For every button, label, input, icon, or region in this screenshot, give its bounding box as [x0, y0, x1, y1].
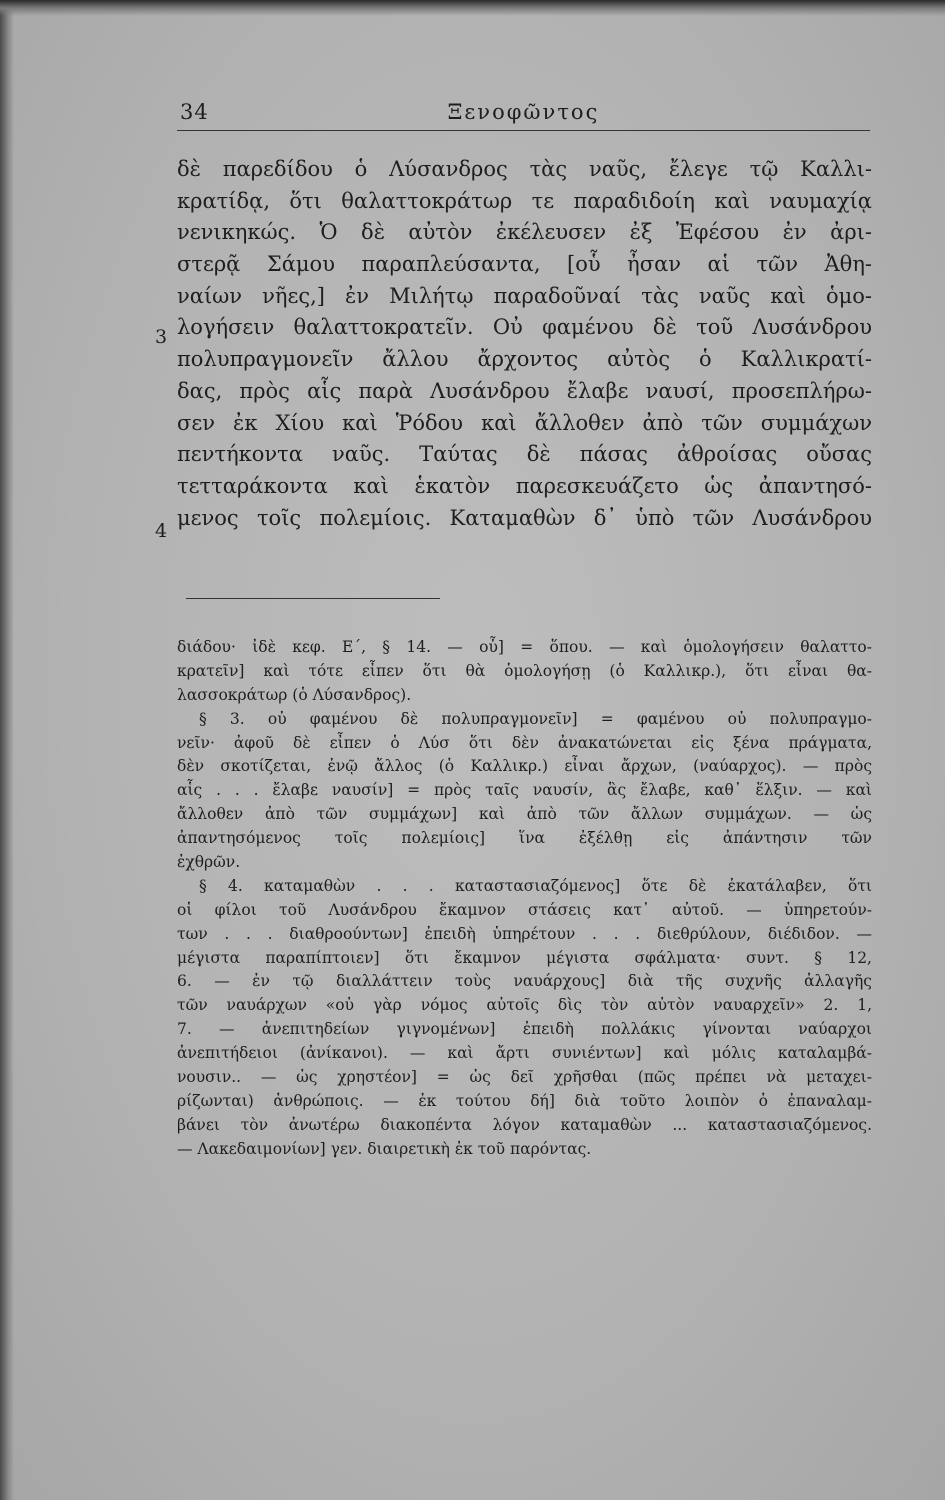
main-text-line: δας, πρὸς αἷς παρὰ Λυσάνδρου ἔλαβε ναυσί, προσεπλήρω- [177, 378, 872, 403]
main-text-line: πολυπραγμονεῖν ἄλλου ἄρχοντος αὐτὸς ὁ Καλλικρατί- [177, 347, 872, 372]
footnote-line: βάνει τὸν ἀνωτέρω διακοπέντα λόγον καταμαθὼν ... καταστασιαζόμενος. [177, 1115, 872, 1134]
footnote-line: αἷς . . . ἔλαβε ναυσίν] = πρὸς ταῖς ναυσίν, ἃς ἔλαβε, καθ᾽ ἕλξιν. — καὶ [177, 781, 872, 800]
footnote-line: τῶν ναυάρχων «οὐ γὰρ νόμος αὐτοῖς δὶς τὸν αὐτὸν ναυαρχεῖν» 2. 1, [177, 996, 872, 1015]
page-binding-shadow [0, 0, 14, 1500]
footnote-line: οἱ φίλοι τοῦ Λυσάνδρου ἔκαμνον στάσεις κατ᾽ αὐτοῦ. — ὑπηρετούν- [177, 900, 872, 919]
main-text-line: μενος τοῖς πολεμίοις. Καταμαθὼν δ᾽ ὑπὸ τῶν Λυσάνδρου [177, 505, 872, 530]
main-text-line: πεντήκοντα ναῦς. Ταύτας δὲ πάσας ἀθροίσας οὔσας [177, 442, 872, 467]
footnote-line: μέγιστα παραπίπτοιεν] ὅτι ἔκαμνον μέγιστα σφάλματα· συντ. § 12, [177, 948, 872, 967]
main-text-line: νενικηκώς. Ὁ δὲ αὐτὸν ἐκέλευσεν ἐξ Ἐφέσου ἐν ἀρι- [177, 220, 872, 245]
footnote-line: 7. — ἀνεπιτηδείων γιγνομένων] ἐπειδὴ πολλάκις γίνονται ναύαρχοι [177, 1020, 872, 1039]
main-text [177, 154, 872, 534]
footnote-line: § 3. οὐ φαμένου δὲ πολυπραγμονεῖν] = φαμένου οὐ πολυπραγμο- [199, 709, 872, 728]
footnote-line: λασσοκράτωρ (ὁ Λύσανδρος). [177, 685, 412, 704]
footnote-line: ἀνεπιτήδειοι (ἀνίκανοι). — καὶ ἄρτι συνιέντων] καὶ μόλις καταλαμβά- [177, 1044, 872, 1063]
footnote-line: ἐχθρῶν. [177, 853, 241, 872]
main-text-line: σεν ἐκ Χίου καὶ Ῥόδου καὶ ἄλλοθεν ἀπὸ τῶν συμμάχων [177, 410, 872, 435]
footnote-line: — Λακεδαιμονίων] γεν. διαιρετικὴ ἐκ τοῦ παρόντας. [177, 1139, 592, 1158]
footnote-line: 6. — ἐν τῷ διαλλάττειν τοὺς ναυάρχους] διὰ τῆς συχνῆς ἀλλαγῆς [177, 972, 872, 991]
footnote-line: διάδου· ἰδὲ κεφ. Ε΄, § 14. — οὗ] = ὅπου. — καὶ ὁμολογήσειν θαλαττο- [177, 638, 872, 656]
page-top-edge [0, 0, 945, 16]
running-title: Ξενοφῶντος [447, 100, 600, 124]
footnotes [177, 636, 872, 1162]
main-text-line: δὲ παρεδίδου ὁ Λύσανδρος τὰς ναῦς, ἔλεγε τῷ Καλλι- [177, 157, 872, 181]
main-text-line: κρατίδᾳ, ὅτι θαλαττοκράτωρ τε παραδιδοίη καὶ ναυμαχίᾳ [177, 188, 872, 213]
footnote-line: § 4. καταμαθὼν . . . καταστασιαζόμενος] ὅτε δὲ ἐκατάλαβεν, ὅτι [199, 876, 872, 895]
footnote-line: των . . . διαθροούντων] ἐπειδὴ ὑπηρέτουν . . . διεθρύλουν, διέδιδον. — [177, 924, 872, 943]
footnote-line: ρίζωνται) ἀνθρώποις. — ἐκ τούτου δή] διὰ τοῦτο λοιπὸν ὁ ἐπαναλαμ- [177, 1091, 872, 1110]
main-text-line: λογήσειν θαλαττοκρατεῖν. Οὐ φαμένου δὲ τοῦ Λυσάνδρου [177, 315, 872, 340]
footnote-line: ἄλλοθεν ἀπὸ τῶν συμμάχων] καὶ ἀπὸ τῶν ἄλλων συμμάχων. — ὡς [177, 805, 872, 824]
page-number: 34 [180, 100, 209, 124]
main-text-line: τετταράκοντα καὶ ἑκατὸν παρεσκευάζετο ὡς ἀπαντησό- [177, 473, 872, 498]
page-header [177, 98, 870, 131]
footnote-line: κρατεῖν] καὶ τότε εἶπεν ὅτι θὰ ὁμολογήσῃ (ὁ Καλλικρ.), ὅτι εἶναι θα- [177, 661, 872, 680]
main-text-line: στερᾷ Σάμου παραπλεύσαντα, [οὗ ἦσαν αἱ τῶν Ἀθη- [177, 252, 872, 277]
footnote-divider [186, 598, 440, 599]
section-number: 3 [155, 326, 168, 348]
footnote-line: νεῖν· ἀφοῦ δὲ εἶπεν ὁ Λύσ ὅτι δὲν ἀνακατώνεται εἰς ξένα πράγματα, [177, 733, 872, 752]
footnote-line: ἀπαντησόμενος τοῖς πολεμίοις] ἵνα ἐξέλθῃ εἰς ἀπάντησιν τῶν [177, 829, 872, 848]
footnote-line: δὲν σκοτίζεται, ἐνῷ ἄλλος (ὁ Καλλικρ.) εἶναι ἄρχων, (ναύαρχος). — πρὸς [177, 757, 872, 776]
main-text-line: ναίων νῆες,] ἐν Μιλήτῳ παραδοῦναί τὰς ναῦς καὶ ὁμο- [177, 283, 872, 308]
footnote-line: νουσιν.. — ὡς χρηστέον] = ὡς δεῖ χρῆσθαι (πῶς πρέπει νὰ μεταχει- [177, 1068, 872, 1087]
section-number: 4 [155, 520, 168, 542]
